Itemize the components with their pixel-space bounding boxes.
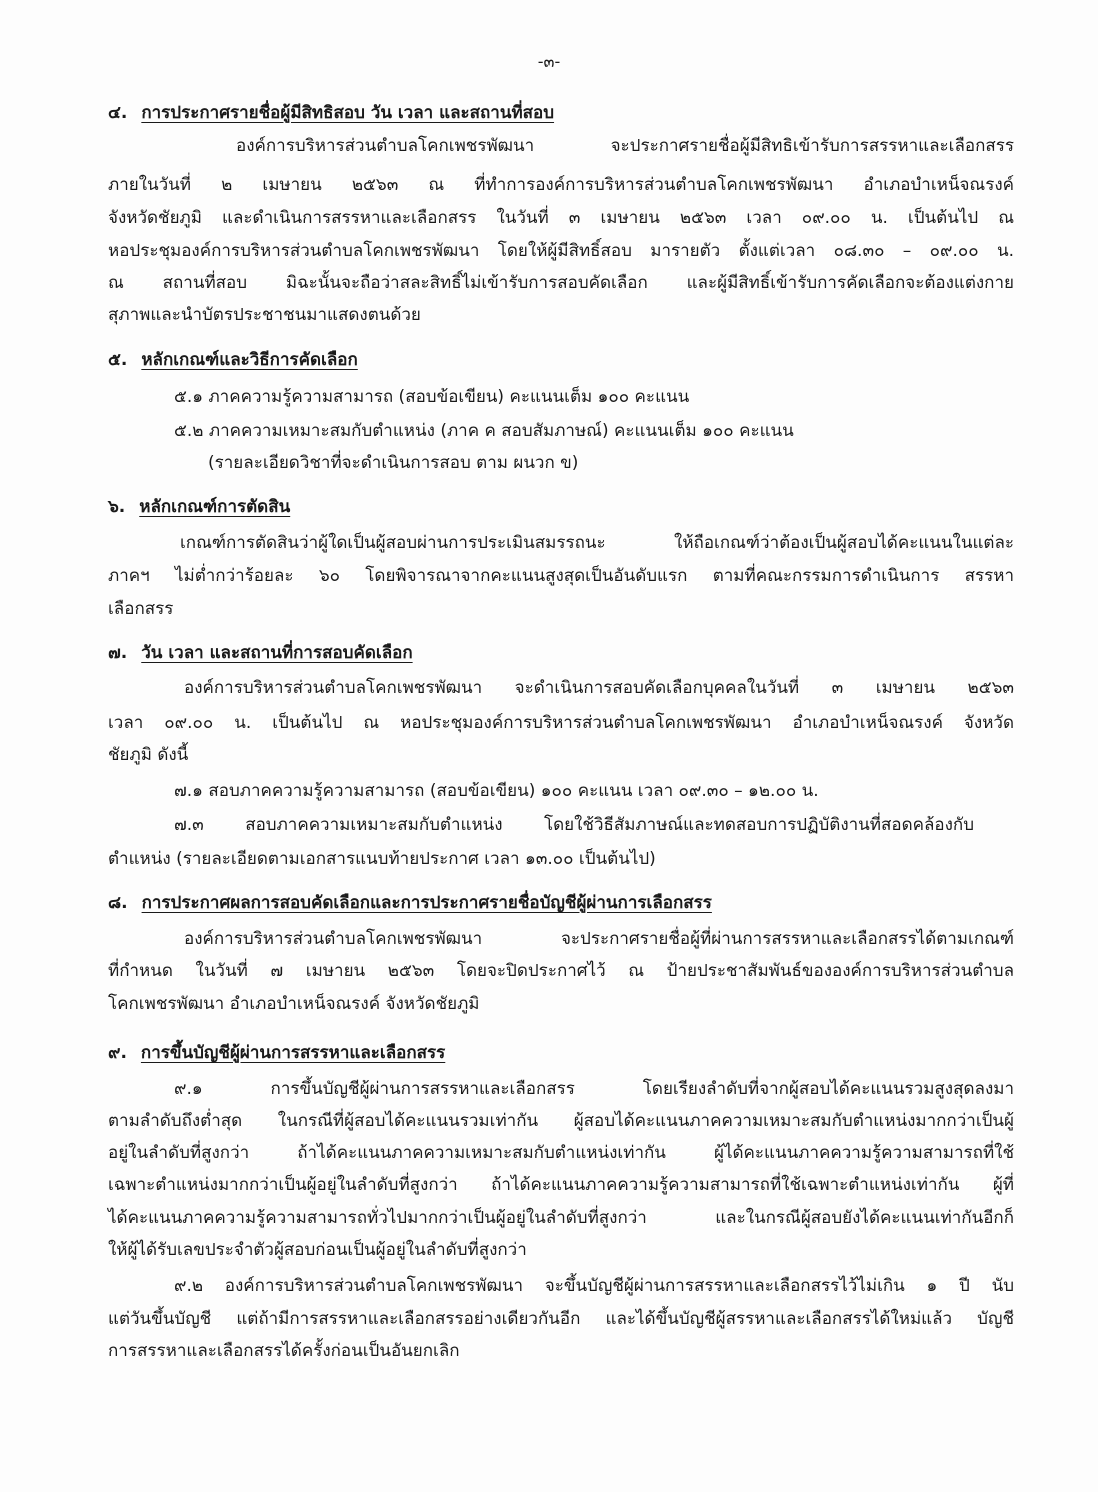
section-6-line-3: เลือกสรร — [108, 599, 174, 619]
section-6-heading — [108, 494, 290, 524]
section-9-line-4: เฉพาะตำแหน่งมากกว่าเป็นผู้อยู่ในลำดับที่สูงกว่า ถ้าได้คะแนนภาคความรู้ความสามารถที่ใช้เฉพาะตำแหน่งเท่ากัน ผู้ที่ — [108, 1175, 1014, 1195]
section-9-line-8: แต่วันขึ้นบัญชี แต่ถ้ามีการสรรหาและเลือกสรรอย่างเดียวกันอีก และได้ขึ้นบัญชีผู้สรรหาและเลือกสรรได้ใหม่แล้ว บัญชี — [108, 1309, 1014, 1329]
section-4-title: การประกาศรายชื่อผู้มีสิทธิสอบ วัน เวลา และสถานที่สอบ — [141, 103, 555, 123]
section-5-item-2: ๕.๒ ภาคความเหมาะสมกับตำแหน่ง (ภาค ค สอบสัมภาษณ์) คะแนนเต็ม ๑๐๐ คะแนน — [174, 421, 794, 441]
section-6-title: หลักเกณฑ์การตัดสิน — [139, 497, 291, 517]
section-4-line-2: ภายในวันที่ ๒ เมษายน ๒๕๖๓ ณ ที่ทำการองค์การบริหารส่วนตำบลโคกเพชรพัฒนา อำเภอบำเหน็จณรงค์ — [108, 175, 1014, 195]
section-9-line-3: อยู่ในลำดับที่สูงกว่า ถ้าได้คะแนนภาคความเหมาะสมกับตำแหน่งเท่ากัน ผู้ได้คะแนนภาคความรู้ความสามารถที่ใช้ — [108, 1143, 1014, 1163]
section-9-line-2: ตามลำดับถึงต่ำสุด ในกรณีที่ผู้สอบได้คะแนนรวมเท่ากัน ผู้สอบได้คะแนนภาคความเหมาะสมกับตำแหน่งมากกว่าเป็นผู้ — [108, 1111, 1014, 1131]
section-5-heading — [108, 347, 358, 377]
page-number: -๓- — [537, 52, 561, 71]
section-9-line-7: ๙.๒ องค์การบริหารส่วนตำบลโคกเพชรพัฒนา จะขึ้นบัญชีผู้ผ่านการสรรหาและเลือกสรรไว้ไม่เกิน ๑ ปี นับ — [174, 1276, 1014, 1296]
section-6-number: ๖. — [108, 497, 126, 517]
section-9-title: การขึ้นบัญชีผู้ผ่านการสรรหาและเลือกสรร — [140, 1043, 446, 1063]
section-7-item-2: ๗.๓ สอบภาคความเหมาะสมกับตำแหน่ง โดยใช้วิธีสัมภาษณ์และทดสอบการปฏิบัติงานที่สอดคล้องกับ — [174, 815, 974, 835]
section-5-item-1: ๕.๑ ภาคความรู้ความสามารถ (สอบข้อเขียน) คะแนนเต็ม ๑๐๐ คะแนน — [174, 387, 690, 407]
section-8-line-3: โคกเพชรพัฒนา อำเภอบำเหน็จณรงค์ จังหวัดชัยภูมิ — [108, 994, 480, 1014]
section-5-title: หลักเกณฑ์และวิธีการคัดเลือก — [141, 350, 358, 370]
section-4-heading — [108, 100, 554, 130]
section-4-number: ๔. — [108, 103, 128, 123]
section-8-title: การประกาศผลการสอบคัดเลือกและการประกาศรายชื่อบัญชีผู้ผ่านการเลือกสรร — [141, 893, 712, 913]
section-9-line-5: ได้คะแนนภาคความรู้ความสามารถทั่วไปมากกว่าเป็นผู้อยู่ในลำดับที่สูงกว่า และในกรณีผู้สอบยังได้คะแนนเท่ากันอีกก็ — [108, 1208, 1014, 1228]
section-4-line-1: องค์การบริหารส่วนตำบลโคกเพชรพัฒนา จะประกาศรายชื่อผู้มีสิทธิเข้ารับการสรรหาและเลือกสรร — [236, 136, 1014, 156]
section-7-heading — [108, 640, 413, 670]
section-8-line-1: องค์การบริหารส่วนตำบลโคกเพชรพัฒนา จะประกาศรายชื่อผู้ที่ผ่านการสรรหาและเลือกสรรได้ตามเกณฑ์ — [184, 929, 1014, 949]
section-4-line-3: จังหวัดชัยภูมิ และดำเนินการสรรหาและเลือกสรร ในวันที่ ๓ เมษายน ๒๕๖๓ เวลา ๐๙.๐๐ น. เป็นต้นไป ณ — [108, 208, 1014, 228]
section-4-line-4: หอประชุมองค์การบริหารส่วนตำบลโคกเพชรพัฒนา โดยให้ผู้มีสิทธิ์สอบ มารายตัว ตั้งแต่เวลา ๐๘.๓๐ – ๐๙.๐๐ น. — [108, 241, 1014, 261]
section-9-line-6: ให้ผู้ได้รับเลขประจำตัวผู้สอบก่อนเป็นผู้อยู่ในลำดับที่สูงกว่า — [108, 1240, 527, 1260]
section-6-line-1: เกณฑ์การตัดสินว่าผู้ใดเป็นผู้สอบผ่านการประเมินสมรรถนะ ให้ถือเกณฑ์ว่าต้องเป็นผู้สอบได้คะแนนในแต่ละ — [180, 533, 1014, 553]
section-6-line-2: ภาคฯ ไม่ต่ำกว่าร้อยละ ๖๐ โดยพิจารณาจากคะแนนสูงสุดเป็นอันดับแรก ตามที่คณะกรรมการดำเนินการ สรรหา — [108, 566, 1014, 586]
section-7-line-1: องค์การบริหารส่วนตำบลโคกเพชรพัฒนา จะดำเนินการสอบคัดเลือกบุคคลในวันที่ ๓ เมษายน ๒๕๖๓ — [184, 678, 1014, 698]
section-8-heading — [108, 890, 712, 920]
section-7-number: ๗. — [108, 643, 128, 663]
section-9-heading — [108, 1040, 445, 1070]
section-7-line-2: เวลา ๐๙.๐๐ น. เป็นต้นไป ณ หอประชุมองค์การบริหารส่วนตำบลโคกเพชรพัฒนา อำเภอบำเหน็จณรงค์ จังหวัด — [108, 713, 1014, 733]
section-5-number: ๕. — [108, 350, 128, 370]
section-9-line-9: การสรรหาและเลือกสรรได้ครั้งก่อนเป็นอันยกเลิก — [108, 1341, 460, 1361]
section-4-line-5: ณ สถานที่สอบ มิฉะนั้นจะถือว่าสละสิทธิ์ไม่เข้ารับการสอบคัดเลือก และผู้มีสิทธิ์เข้ารับการคัดเลือกจะต้องแต่งกาย — [108, 273, 1014, 293]
section-4-line-6: สุภาพและนำบัตรประชาชนมาแสดงตนด้วย — [108, 305, 421, 325]
section-7-line-3: ชัยภูมิ ดังนี้ — [108, 745, 189, 765]
section-8-number: ๘. — [108, 893, 128, 913]
section-7-title: วัน เวลา และสถานที่การสอบคัดเลือก — [141, 643, 413, 663]
section-7-item-1: ๗.๑ สอบภาคความรู้ความสามารถ (สอบข้อเขียน) ๑๐๐ คะแนน เวลา ๐๙.๓๐ – ๑๒.๐๐ น. — [174, 781, 819, 801]
section-8-line-2: ที่กำหนด ในวันที่ ๗ เมษายน ๒๕๖๓ โดยจะปิดประกาศไว้ ณ ป้ายประชาสัมพันธ์ขององค์การบริหารส่วนตำบล — [108, 961, 1014, 981]
section-5-note: (รายละเอียดวิชาที่จะดำเนินการสอบ ตาม ผนวก ข) — [208, 453, 579, 473]
section-7-item-2-cont: ตำแหน่ง (รายละเอียดตามเอกสารแนบท้ายประกาศ เวลา ๑๓.๐๐ เป็นต้นไป) — [108, 849, 656, 869]
section-9-number: ๙. — [108, 1043, 127, 1063]
section-9-line-1: ๙.๑ การขึ้นบัญชีผู้ผ่านการสรรหาและเลือกสรร โดยเรียงลำดับที่จากผู้สอบได้คะแนนรวมสูงสุดลงมา — [174, 1079, 1014, 1099]
